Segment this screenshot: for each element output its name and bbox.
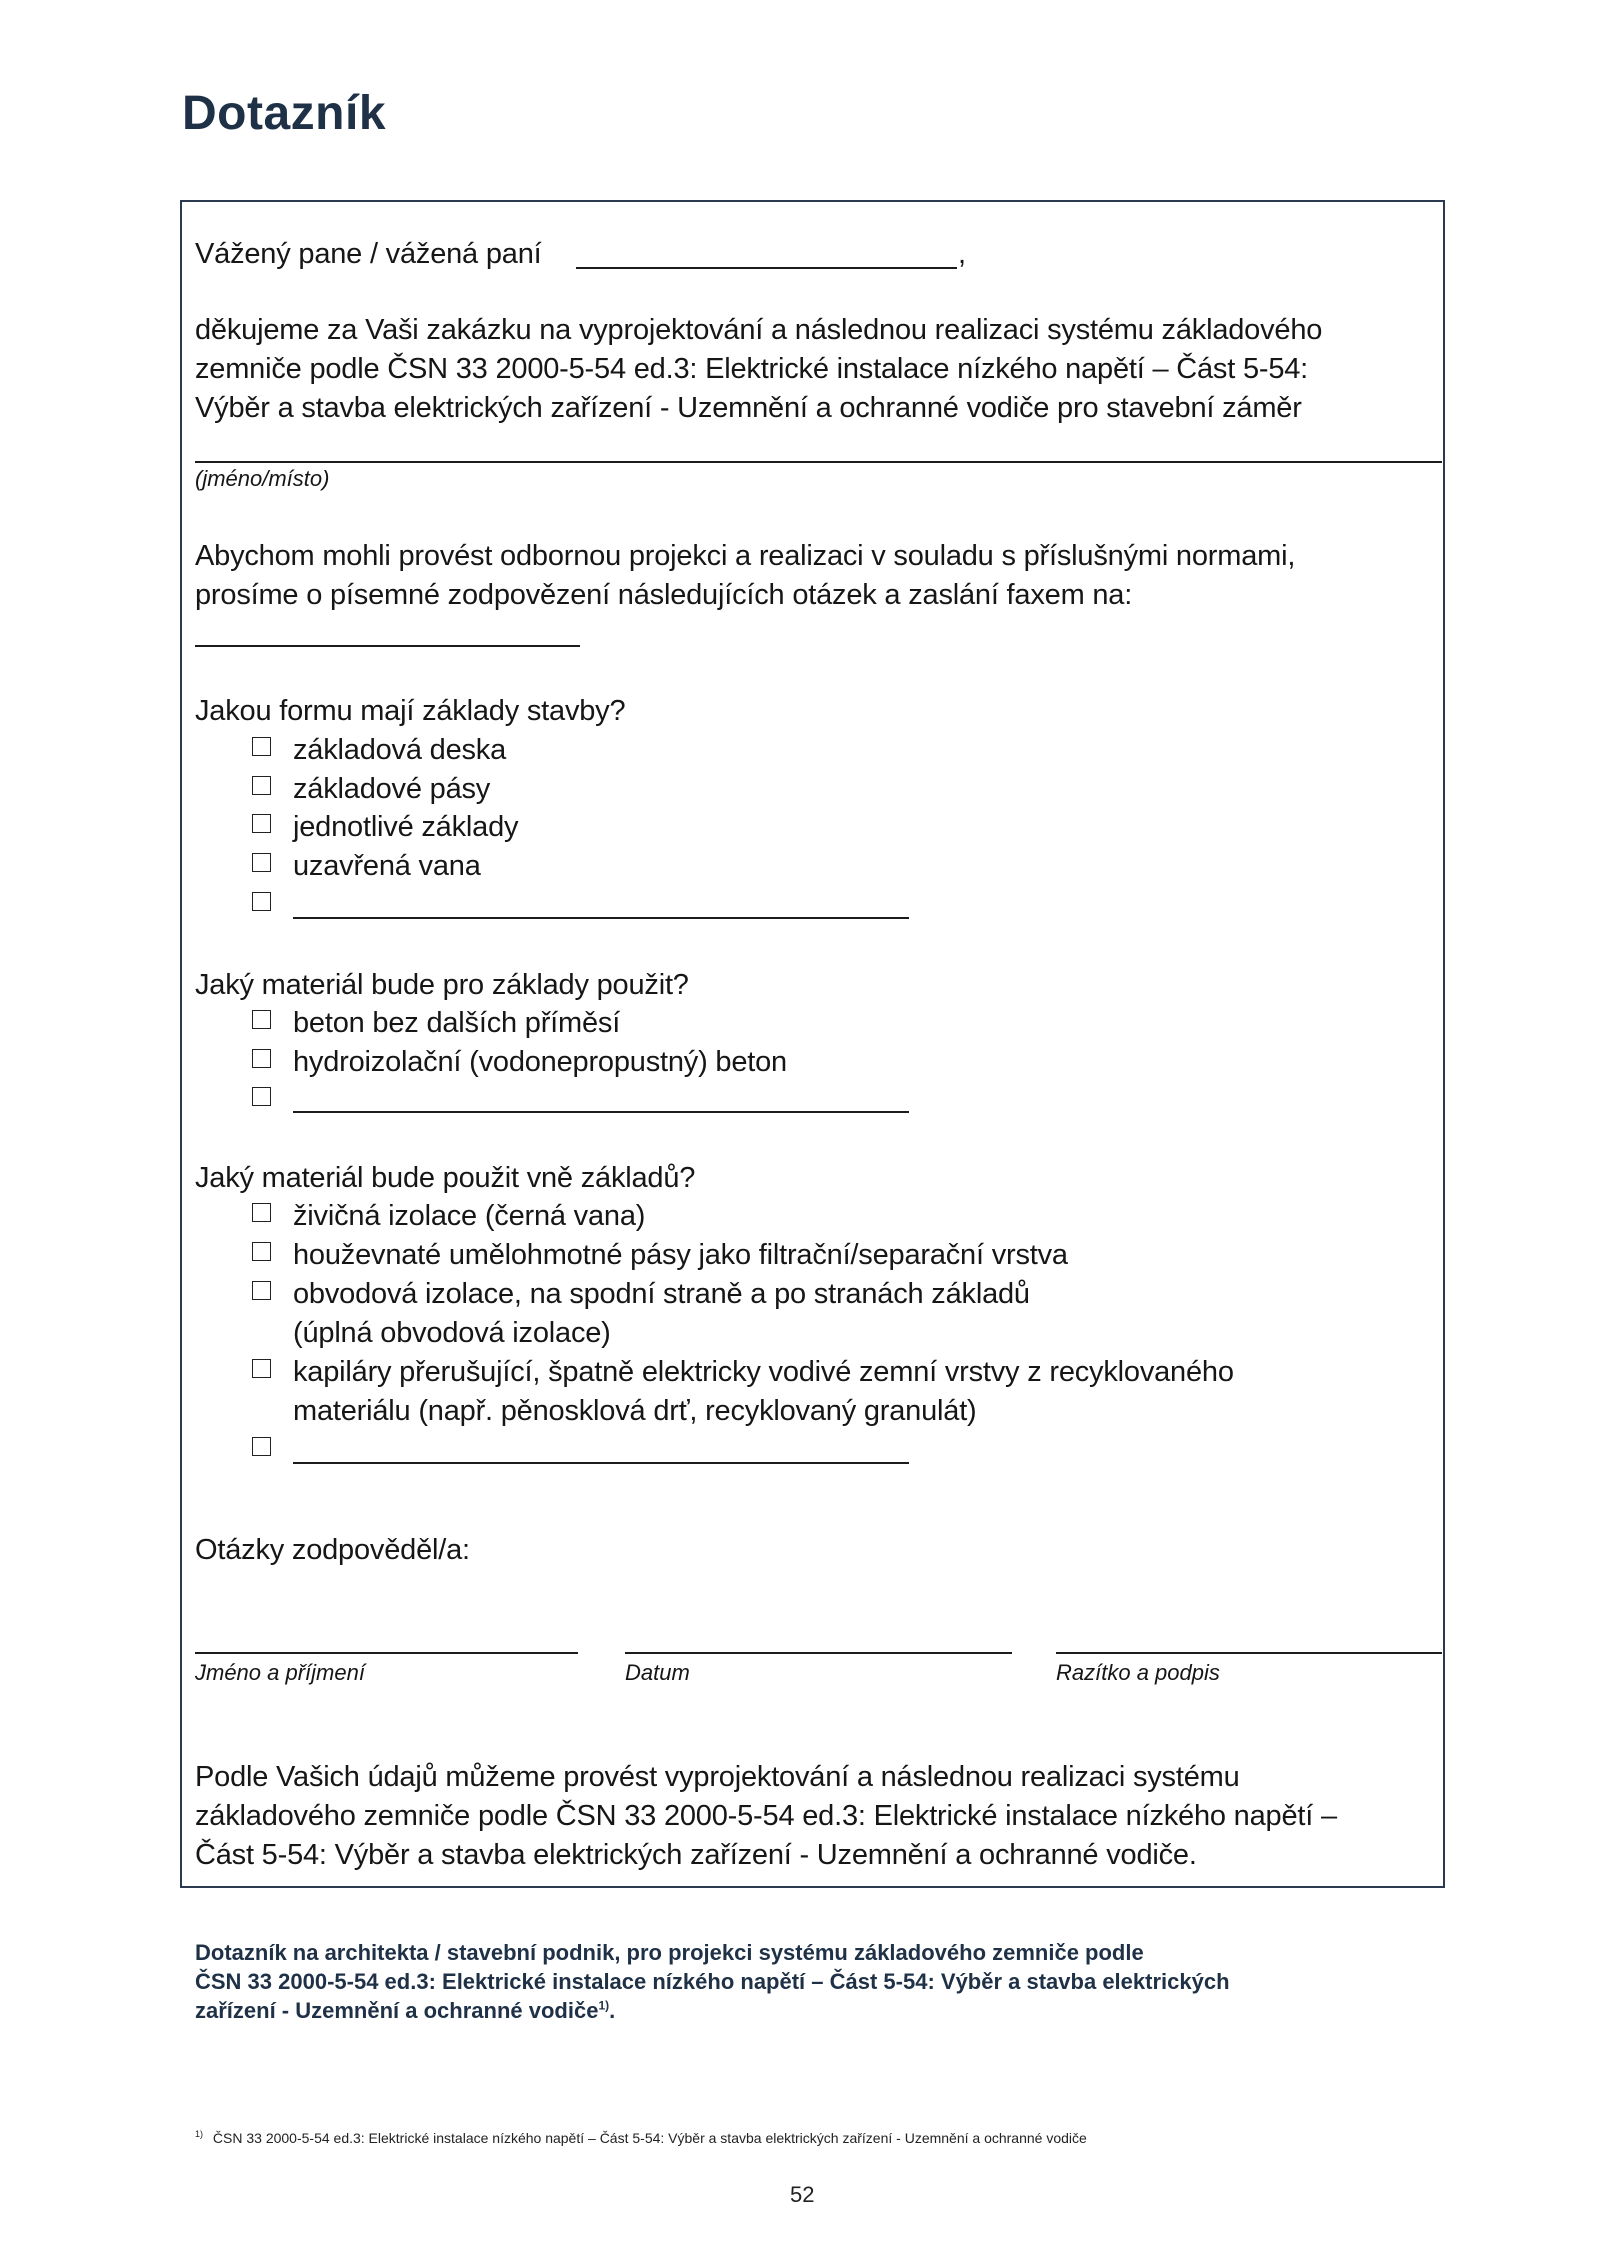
option-label: jednotlivé základy [293,811,519,843]
caption-line-last [195,1996,615,2025]
checkbox[interactable] [252,814,271,833]
closing-line: základového zemniče podle ČSN 33 2000-5-54 ed.3: Elektrické instalace nízkého napětí – [195,1800,1337,1832]
option-label-continuation: (úplná obvodová izolace) [293,1317,611,1349]
date-field[interactable] [625,1652,1012,1654]
full-name-label: Jméno a příjmení [195,1660,365,1685]
full-name-field[interactable] [195,1652,578,1654]
footnote-marker: 1) [195,2129,204,2139]
caption-period: . [609,1998,616,2023]
salutation-comma: , [958,238,966,270]
option-label: beton bez dalších příměsí [293,1007,621,1039]
checkbox-other[interactable] [252,1087,271,1106]
name-place-label: (jméno/místo) [195,466,330,491]
page-title: Dotazník [182,87,387,140]
caption-line: ČSN 33 2000-5-54 ed.3: Elektrické instalace nízkého napětí – Část 5-54: Výběr a stavba elektrických [195,1969,1230,1994]
option-label: uzavřená vana [293,850,481,882]
caption-line: zařízení - Uzemnění a ochranné vodiče [195,1998,599,2023]
option-label: kapiláry přerušující, špatně elektricky vodivé zemní vrstvy z recyklovaného [293,1356,1234,1388]
request-line: Abychom mohli provést odbornou projekci a realizaci v souladu s příslušnými normami, [195,540,1296,572]
checkbox[interactable] [252,853,271,872]
intro-line: Výběr a stavba elektrických zařízení - Uzemnění a ochranné vodiče pro stavební záměr [195,392,1302,424]
option-label: obvodová izolace, na spodní straně a po stranách základů [293,1278,1030,1310]
date-label: Datum [625,1660,690,1685]
checkbox[interactable] [252,737,271,756]
checkbox[interactable] [252,1010,271,1029]
question-label: Jaký materiál bude pro základy použit? [195,969,689,1001]
checkbox[interactable] [252,1203,271,1222]
checkbox[interactable] [252,1242,271,1261]
stamp-signature-field[interactable] [1056,1652,1442,1654]
answered-by-label: Otázky zodpověděl/a: [195,1534,470,1566]
page-number: 52 [790,2182,815,2207]
addressee-name-field[interactable] [576,267,957,269]
request-line: prosíme o písemné zodpovězení následujících otázek a zaslání faxem na: [195,579,1133,611]
closing-line: Část 5-54: Výběr a stavba elektrických zařízení - Uzemnění a ochranné vodiče. [195,1839,1197,1871]
closing-line: Podle Vašich údajů můžeme provést vyprojektování a následnou realizaci systému [195,1761,1240,1793]
checkbox[interactable] [252,1049,271,1068]
option-label: houževnaté umělohmotné pásy jako filtrační/separační vrstva [293,1239,1068,1271]
question-label: Jaký materiál bude použit vně základů? [195,1162,696,1194]
caption-line: Dotazník na architekta / stavební podnik, pro projekci systému základového zemniče podle [195,1940,1144,1965]
other-option-field[interactable] [293,917,909,919]
checkbox-other[interactable] [252,892,271,911]
name-place-field[interactable] [195,461,1442,463]
question-label: Jakou formu mají základy stavby? [195,695,626,727]
other-option-field[interactable] [293,1111,909,1113]
option-label: základová deska [293,734,507,766]
footnote [195,2129,1087,2146]
other-option-field[interactable] [293,1462,909,1464]
checkbox[interactable] [252,1281,271,1300]
intro-line: zemniče podle ČSN 33 2000-5-54 ed.3: Elektrické instalace nízkého napětí – Část 5-54: [195,353,1309,385]
stamp-signature-label: Razítko a podpis [1056,1660,1220,1685]
checkbox-other[interactable] [252,1437,271,1456]
checkbox[interactable] [252,1359,271,1378]
intro-line: děkujeme za Vaši zakázku na vyprojektování a následnou realizaci systému základového [195,314,1323,346]
option-label: základové pásy [293,773,491,805]
option-label: živičná izolace (černá vana) [293,1200,646,1232]
checkbox[interactable] [252,776,271,795]
option-label-continuation: materiálu (např. pěnosklová drť, recyklovaný granulát) [293,1395,977,1427]
salutation-text: Vážený pane / vážená paní [195,238,542,270]
footnote-reference[interactable]: 1) [598,1998,610,2013]
option-label: hydroizolační (vodonepropustný) beton [293,1046,787,1078]
fax-number-field[interactable] [195,645,580,647]
footnote-text: ČSN 33 2000-5-54 ed.3: Elektrické instalace nízkého napětí – Část 5-54: Výběr a stavba elektrických zařízení - Uzemnění a ochranné vodiče [212,2129,1087,2146]
